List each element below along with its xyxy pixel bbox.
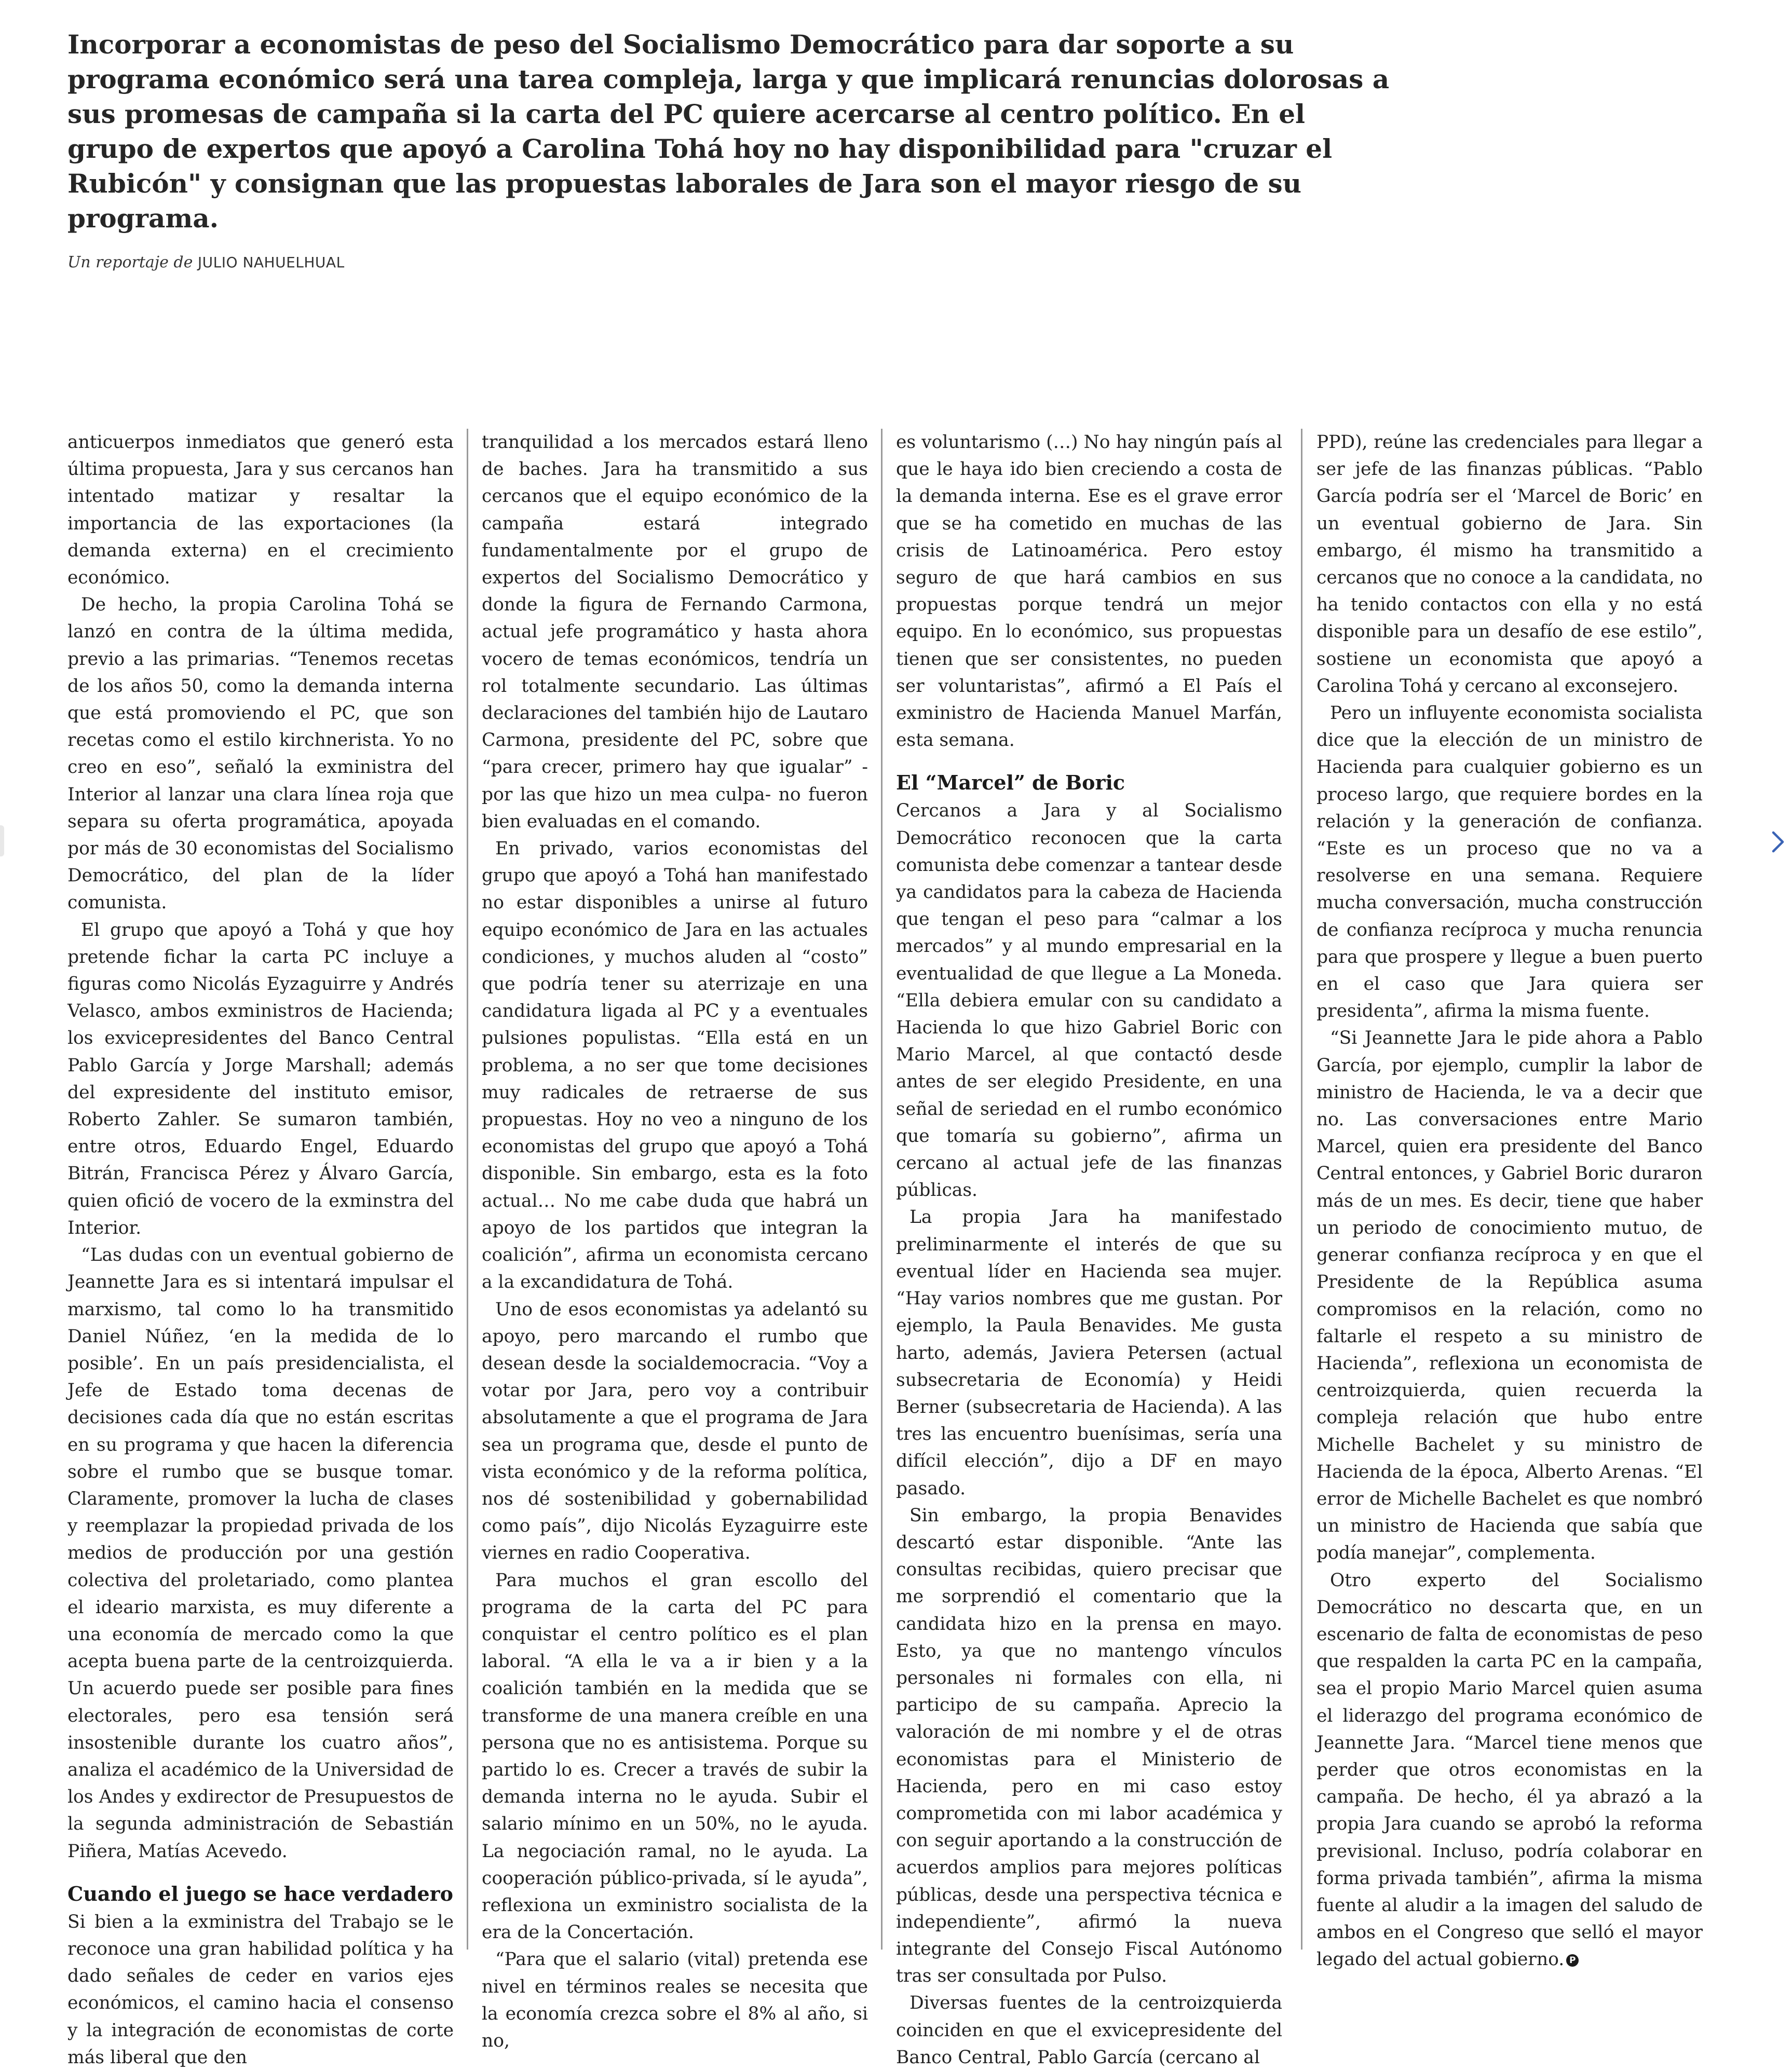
paragraph: es voluntarismo (…) No hay ningún país al que le haya ido bien creciendo a costa de la demanda interna. Ese es el grave error que se ha cometido en muchas de las crisis de Latinoamérica. Pero estoy seguro de que hará cambios en sus propuestas porque tendrá un mejor equipo. En lo económico, sus propuestas tienen que ser consistentes, no pueden ser voluntaristas”, afirmó a El País el exministro de Hacienda Manuel Marfán, esta semana. [896, 432, 1282, 751]
column-divider [467, 429, 468, 1950]
paragraph: “Las dudas con un eventual gobierno de Jeannette Jara es si intentará impulsar el marxismo, tal como lo ha transmitido Daniel Núñez, ‘en la medida de lo posible’. En un país presidencialista, el Jefe de Estado toma decenas de decisiones cada día que no están escritas en su programa y que hacen la diferencia sobre el rumbo que se busque tomar. Claramente, promover la lucha de clases y reemplazar la propiedad privada de los medios de producción por una gestión colectiva del proletariado, como plantea el ideario marxista, es muy diferente a una economía de mercado como la que acepta buena parte de la centroizquierda. Un acuerdo puede ser posible para fines electorales, pero esa tensión será insostenible durante los cuatro años”, analiza el académico de la Universidad de los Andes y exdirector de Presupuestos de la segunda administración de Sebastián Piñera, Matías Acevedo. [67, 1245, 454, 1862]
section-heading: El “Marcel” de Boric [896, 771, 1125, 795]
paragraph [1316, 1567, 1703, 1973]
paragraph: “Para que el salario (vital) pretenda ese nivel en términos reales se necesita que la economía crezca sobre el 8% al año, si no, [482, 1949, 868, 2051]
publication-logo-icon: P [1566, 1954, 1579, 1967]
article-column-3 [896, 429, 1282, 2068]
article-column-1 [67, 429, 454, 2068]
paragraph-text: Otro experto del Socialismo Democrático no descarta que, en un escenario de falta de economistas de peso que respalden la carta PC en la campaña, sea el propio Mario Marcel quien asuma el liderazgo del programa económico de Jeannette Jara. “Marcel tiene menos que perder que otros economistas en la campaña. De hecho, él ya abrazó a la propia Jara cuando se aprobó la reforma previsional. Incluso, podría colaborar en forma privada también”, afirma la misma fuente al aludir a la imagen del saludo de ambos en el Congreso que selló el mayor legado del actual gobierno. [1316, 1570, 1703, 1970]
paragraph: De hecho, la propia Carolina Tohá se lanzó en contra de la última medida, previo a las primarias. “Tenemos recetas de los años 50, como la demanda interna que está promoviendo el PC, que son recetas como el estilo kirchnerista. Yo no creo en eso”, señaló la exministra del Interior al lanzar una clara línea roja que separa su oferta programática, apoyada por más de 30 economistas del Socialismo Democrático, del plan de la líder comunista. [67, 594, 454, 914]
paragraph: Pero un influyente economista socialista dice que la elección de un ministro de Hacienda para cualquier gobierno es un proceso largo, que requiere bordes en la relación y la generación de confianza. “Este es un proceso que no va a resolverse en una semana. Requiere mucha conversación, mucha construcción de confianza recíproca y mucha renuncia para que prospere y llegue a buen puerto en el caso que Jara quiera ser presidenta”, afirma la misma fuente. [1316, 703, 1703, 1022]
section-heading: Cuando el juego se hace verdadero [67, 1882, 453, 1905]
paragraph: Cercanos a Jara y al Socialismo Democrático reconocen que la carta comunista debe comenzar a tantear desde ya candidatos para la cabeza de Hacienda que tengan el peso para “calmar a los mercados” y al mundo empresarial en la eventualidad de que llegue a La Moneda. “Ella debiera emular con su candidato a Hacienda lo que hizo Gabriel Boric con Mario Marcel, al que contactó desde antes de ser elegido Presidente, en una señal de seriedad en el rumbo económico que tomaría su gobierno”, afirma un cercano al actual jefe de las finanzas públicas. [896, 800, 1282, 1201]
paragraph: “Si Jeannette Jara le pide ahora a Pablo García, por ejemplo, cumplir la labor de ministro de Hacienda, le va a decir que no. Las conversaciones entre Mario Marcel, quien era presidente del Banco Central entonces, y Gabriel Boric duraron más de un mes. Es decir, tiene que haber un periodo de conocimiento mutuo, de generar confianza recíproca y en que el Presidente de la República asuma compromisos en la relación, como no faltarle el respeto a su ministro de Hacienda”, reflexiona un economista de centroizquierda, quien recuerda la compleja relación que hubo entre Michelle Bachelet y su ministro de Hacienda de la época, Alberto Arenas. “El error de Michelle Bachelet es que nombró un ministro de Hacienda que sabía que podía manejar”, complementa. [1316, 1028, 1703, 1564]
paragraph: Para muchos el gran escollo del programa de la carta del PC para conquistar el centro político es el plan laboral. “A ella le va a ir bien y a la coalición también en la medida que se transforme de una manera creíble en una persona que no es antisistema. Porque su partido lo es. Crecer a través de subir la demanda interna no le ayuda. Subir el salario mínimo en un 50%, no le ayuda. La negociación ramal, no le ayuda. La cooperación público-privada, sí le ayuda”, reflexiona un exministro socialista de la era de la Concertación. [482, 1570, 868, 1943]
next-page-button[interactable] [1764, 823, 1792, 861]
column-divider [1301, 429, 1302, 1950]
column-divider [881, 429, 883, 1950]
paragraph: Uno de esos economistas ya adelantó su apoyo, pero marcando el rumbo que desean desde la socialdemocracia. “Voy a votar por Jara, pero voy a contribuir absolutamente a que el programa de Jara sea un programa que, desde el punto de vista económico y de la reforma política, nos dé sostenibilidad y gobernabilidad como país”, dijo Nicolás Eyzaguirre este viernes en radio Cooperativa. [482, 1299, 868, 1564]
article-column-4 [1316, 429, 1703, 1970]
paragraph: Si bien a la exministra del Trabajo se le reconoce una gran habilidad política y ha dado señales de ceder en varios ejes económicos, el camino hacia el consenso y la integración de economistas de corte más liberal que den [67, 1911, 454, 2068]
paragraph: tranquilidad a los mercados estará lleno de baches. Jara ha transmitido a sus cercanos que el equipo económico de la campaña estará integrado fundamentalmente por el grupo de expertos del Socialismo Democrático y donde la figura de Fernando Carmona, actual jefe programático y hasta ahora vocero de temas económicos, tendría un rol totalmente secundario. Las últimas declaraciones del también hijo de Lautaro Carmona, presidente del PC, sobre que “para crecer, primero hay que igualar” -por las que hizo un mea culpa- no fueron bien evaluadas en el comando. [482, 432, 868, 832]
paragraph: PPD), reúne las credenciales para llegar a ser jefe de las finanzas públicas. “Pablo García podría ser el ‘Marcel de Boric’ en un eventual gobierno de Jara. Sin embargo, él mismo ha transmitido a cercanos que no conoce a la candidata, no ha tenido contactos con ella y no está disponible para un desafío de ese estilo”, sostiene un economista que apoyó a Carolina Tohá y cercano al exconsejero. [1316, 432, 1703, 697]
article-lead: Incorporar a economistas de peso del Socialismo Democrático para dar soporte a su programa económico será una tarea compleja, larga y que implicará renuncias dolorosas a sus promesas de campaña si la carta del PC quiere acercarse al centro político. En el grupo de expertos que apoyó a Carolina Tohá hoy no hay disponibilidad para "cruzar el Rubicón" y consignan que las propuestas laborales de Jara son el mayor riesgo de su programa. [67, 29, 1390, 234]
article-column-2 [482, 429, 868, 2051]
byline-author: JULIO NAHUELHUAL [197, 254, 345, 271]
paragraph: El grupo que apoyó a Tohá y que hoy pretende fichar la carta PC incluye a figuras como Nicolás Eyzaguirre y Andrés Velasco, ambos exministros de Hacienda; los exvicepresidentes del Banco Central Pablo García y Jorge Marshall; además del expresidente del instituto emisor, Roberto Zahler. Se sumaron también, entre otros, Eduardo Engel, Eduardo Bitrán, Francisca Pérez y Álvaro García, quien ofició de vocero de la exminstra del Interior. [67, 919, 454, 1238]
byline [67, 253, 345, 271]
byline-prefix: Un reportaje de [67, 253, 193, 271]
paragraph: En privado, varios economistas del grupo que apoyó a Tohá han manifestado no estar disponibles a unirse al futuro equipo económico de Jara en las actuales condiciones, y muchos aluden al “costo” que podría tener su aterrizaje en una candidatura ligada al PC y a eventuales pulsiones populistas. “Ella está en un problema, a no ser que tome decisiones muy radicales de retraerse de sus propuestas. Hoy no veo a ninguno de los economistas del grupo que apoyó a Tohá disponible. Sin embargo, esta es la foto actual… No me cabe duda que habrá un apoyo de los partidos que integran la coalición”, afirma un economista cercano a la excandidatura de Tohá. [482, 838, 868, 1293]
paragraph: anticuerpos inmediatos que generó esta última propuesta, Jara y sus cercanos han intentado matizar y resaltar la importancia de las exportaciones (la demanda externa) en el crecimiento económico. [67, 432, 454, 589]
previous-page-edge[interactable] [0, 825, 4, 856]
paragraph: Sin embargo, la propia Benavides descartó estar disponible. “Ante las consultas recibidas, quiero precisar que me sorprendió el comentario que la candidata hizo en la prensa en mayo. Esto, ya que no mantengo vínculos personales ni formales con ella, ni participo de su campaña. Aprecio la valoración de mi nombre y el de otras economistas para el Ministerio de Hacienda, pero en mi caso estoy comprometida con mi labor académica y con seguir aportando a la construcción de acuerdos amplios para mejores políticas públicas, desde una perspectiva técnica e independiente”, afirmó la nueva integrante del Consejo Fiscal Autónomo tras ser consultada por Pulso. [896, 1505, 1282, 1987]
chevron-right-icon [1770, 829, 1786, 854]
paragraph: La propia Jara ha manifestado preliminarmente el interés de que su eventual líder en Hacienda sea mujer. “Hay varios nombres que me gustan. Por ejemplo, la Paula Benavides. Me gusta harto, además, Javiera Petersen (actual subsecretaria de Economía) y Heidi Berner (subsecretaria de Hacienda). A las tres las encuentro buenísimas, sería una difícil elección”, dijo a DF en mayo pasado. [896, 1207, 1282, 1499]
paragraph: Diversas fuentes de la centroizquierda coinciden en que el exvicepresidente del Banco Central, Pablo García (cercano al [896, 1993, 1282, 2068]
